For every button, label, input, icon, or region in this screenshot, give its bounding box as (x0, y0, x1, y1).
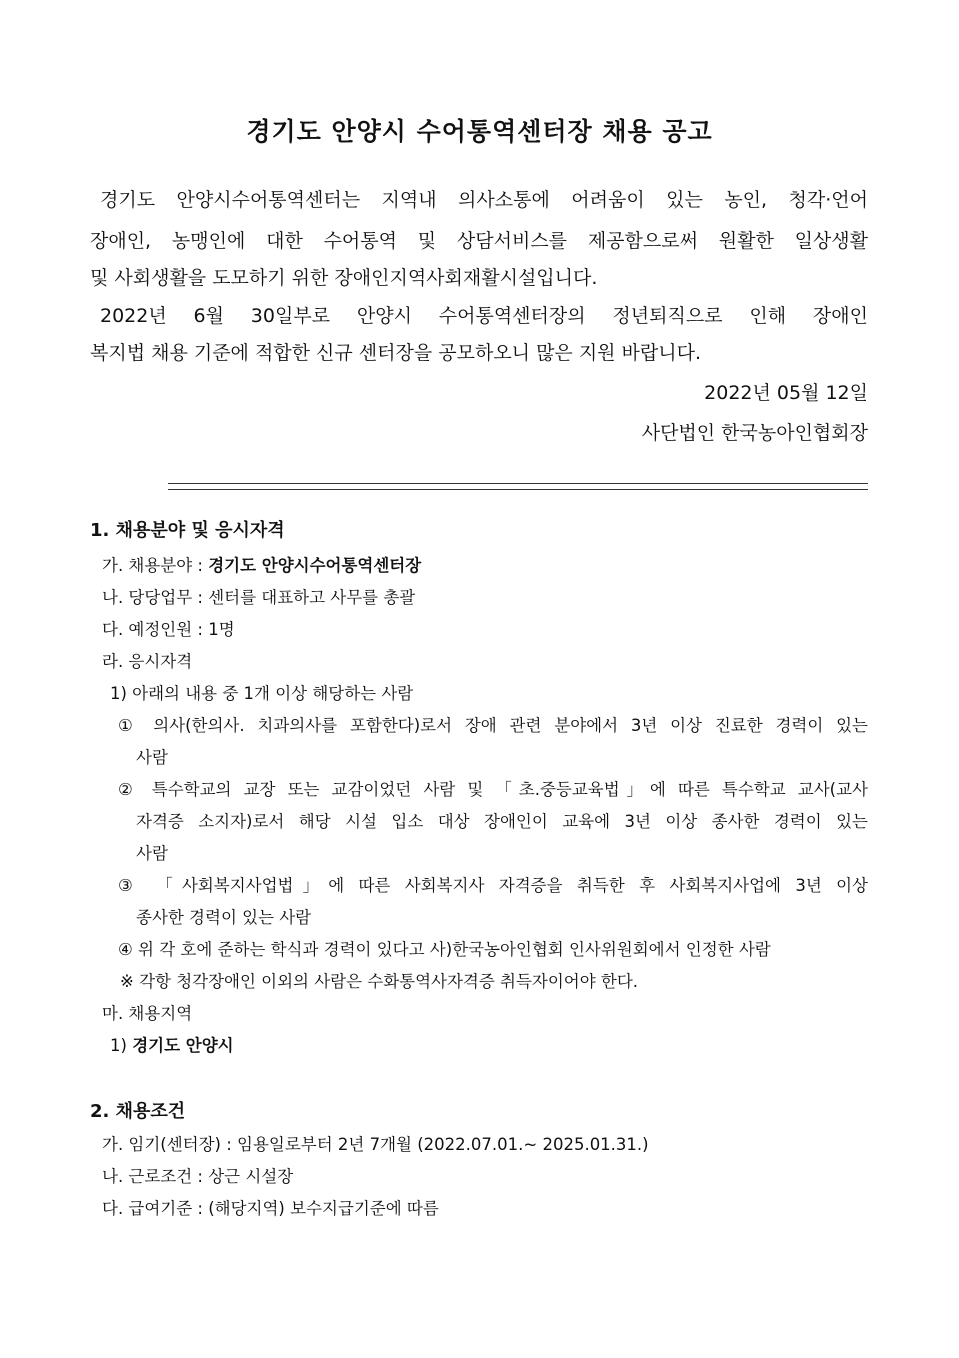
item-value: 경기도 안양시수어통역센터장 (208, 556, 422, 575)
item-value: 경기도 안양시 (132, 1036, 234, 1055)
item-label: 가. 채용분야 : (102, 556, 209, 575)
announcement-date: 2022년 05월 12일 (704, 382, 868, 404)
qualification-item: 사람 (136, 748, 168, 767)
section-heading: 1. 채용분야 및 응시자격 (90, 520, 285, 541)
intro-line: 2022년 6월 30일부로 안양시 수어통역센터장의 정년퇴직으로 인해 장애인 (100, 305, 868, 327)
item-duties: 나. 당당업무 : 센터를 대표하고 사무를 총괄 (102, 588, 416, 607)
item-region: 마. 채용지역 (102, 1004, 193, 1023)
qualification-item: ③ 「사회복지사업법」에 따른 사회복지사 자격증을 취득한 후 사회복지사업에 3년 이상 (118, 876, 868, 895)
qualification-item: ① 의사(한의사. 치과의사를 포함한다)로서 장애 관련 분야에서 3년 이상 진료한 경력이 있는 (118, 716, 868, 735)
qualification-item: ④ 위 각 호에 준하는 학식과 경력이 있다고 사)한국농아인협회 인사위원회에서 인정한 사람 (118, 940, 771, 959)
section-heading: 2. 채용조건 (90, 1101, 186, 1122)
item-headcount: 다. 예정인원 : 1명 (102, 620, 235, 639)
document-title: 경기도 안양시 수어통역센터장 채용 공고 (246, 117, 713, 146)
qualification-item: 사람 (136, 844, 168, 863)
item-qualifications: 라. 응시자격 (102, 652, 193, 671)
item-term: 가. 임기(센터장) : 임용일로부터 2년 7개월 (2022.07.01.~ 2025.01.31.) (102, 1135, 649, 1154)
intro-line: 및 사회생활을 도모하기 위한 장애인지역사회재활시설입니다. (90, 267, 598, 289)
qualification-note: ※ 각항 청각장애인 이외의 사람은 수화통역사자격증 취득자이어야 한다. (120, 972, 639, 991)
qualification-item: ② 특수학교의 교장 또는 교감이었던 사람 및 「초.중등교육법」에 따른 특수학교 교사(교사 (118, 780, 868, 799)
qualification-item: 종사한 경력이 있는 사람 (136, 908, 312, 927)
section-divider (168, 483, 868, 490)
region-value (110, 1032, 234, 1056)
item-working-conditions: 나. 근로조건 : 상근 시설장 (102, 1167, 294, 1186)
qualification-intro: 1) 아래의 내용 중 1개 이상 해당하는 사람 (110, 684, 414, 703)
intro-line: 복지법 채용 기준에 적합한 신규 센터장을 공모하오니 많은 지원 바랍니다. (90, 342, 702, 364)
item-label: 1) (110, 1036, 133, 1055)
intro-line: 장애인, 농맹인에 대한 수어통역 및 상담서비스를 제공함으로써 원활한 일상생활 (90, 230, 868, 252)
item-salary: 다. 급여기준 : (해당지역) 보수지급기준에 따름 (102, 1199, 439, 1218)
issuer: 사단법인 한국농아인협회장 (641, 422, 868, 444)
item-recruitment-field (102, 552, 421, 576)
intro-line: 경기도 안양시수어통역센터는 지역내 의사소통에 어려움이 있는 농인, 청각·언어 (100, 189, 868, 211)
qualification-item: 자격증 소지자)로서 해당 시설 입소 대상 장애인이 교육에 3년 이상 종사한 경력이 있는 (136, 812, 868, 831)
